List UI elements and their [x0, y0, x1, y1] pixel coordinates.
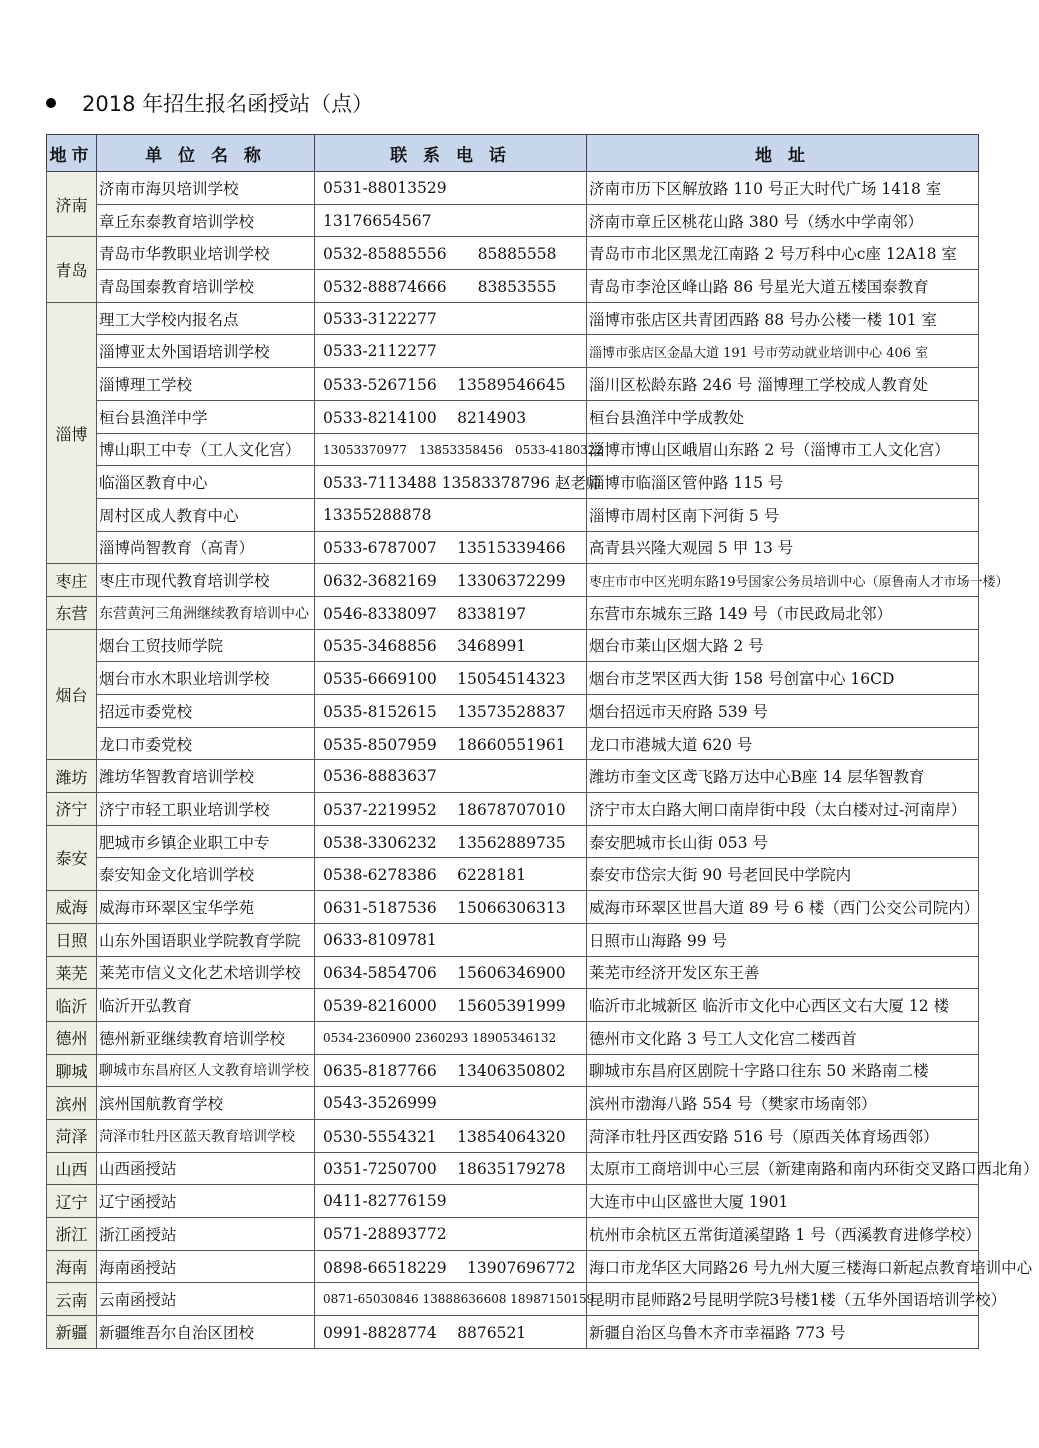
- city-cell: 新疆: [47, 1316, 97, 1349]
- unit-name-cell: 招远市委党校: [97, 695, 315, 728]
- unit-name-cell: 济南市海贝培训学校: [97, 172, 315, 205]
- unit-name-cell: 龙口市委党校: [97, 727, 315, 760]
- table-row: [47, 1218, 979, 1251]
- phone-cell: 0633-8109781: [315, 923, 587, 956]
- table-body: [47, 172, 1039, 1349]
- table-row: [47, 335, 979, 368]
- address-cell: 太原市工商培训中心三层（新建南路和南内环街交叉路口西北角）: [587, 1152, 979, 1185]
- unit-name-cell: 枣庄市现代教育培训学校: [97, 564, 315, 597]
- phone-cell: 0532-85885556 85885558: [315, 237, 587, 270]
- unit-name-cell: 威海市环翠区宝华学苑: [97, 891, 315, 924]
- table-row: [47, 793, 979, 826]
- city-cell: 威海: [47, 891, 97, 924]
- table-row: [47, 629, 979, 662]
- phone-cell: 0531-88013529: [315, 172, 587, 205]
- phone-cell: 0533-6787007 13515339466: [315, 531, 587, 564]
- header-city: 地市: [47, 135, 97, 172]
- unit-name-cell: 新疆维吾尔自治区团校: [97, 1316, 315, 1349]
- address-cell: 泰安市岱宗大街 90 号老回民中学院内: [587, 858, 979, 891]
- city-cell: 山西: [47, 1152, 97, 1185]
- bullet-icon: [46, 98, 56, 108]
- city-cell: 淄博: [47, 302, 97, 564]
- table-row: [47, 891, 979, 924]
- table-row: [47, 237, 979, 270]
- unit-name-cell: 周村区成人教育中心: [97, 498, 315, 531]
- table-row: [47, 368, 979, 401]
- phone-cell: 0543-3526999: [315, 1087, 587, 1120]
- table-row: [47, 596, 979, 629]
- table-row: [47, 531, 979, 564]
- phone-cell: 0532-88874666 83853555: [315, 270, 587, 303]
- unit-name-cell: 辽宁函授站: [97, 1185, 315, 1218]
- address-cell: 泰安肥城市长山街 053 号: [587, 825, 979, 858]
- phone-cell: 0351-7250700 18635179278: [315, 1152, 587, 1185]
- table-row: [47, 1021, 979, 1054]
- unit-name-cell: 烟台市水木职业培训学校: [97, 662, 315, 695]
- table-row: [47, 564, 979, 597]
- address-cell: 淄川区松龄东路 246 号 淄博理工学校成人教育处: [587, 368, 979, 401]
- phone-cell: 13176654567: [315, 204, 587, 237]
- address-cell: 青岛市李沧区峰山路 86 号星光大道五楼国泰教育: [587, 270, 979, 303]
- unit-name-cell: 泰安知金文化培训学校: [97, 858, 315, 891]
- address-cell: 淄博市张店区金晶大道 191 号市劳动就业培训中心 406 室: [587, 335, 979, 368]
- unit-name-cell: 德州新亚继续教育培训学校: [97, 1021, 315, 1054]
- unit-name-cell: 青岛市华教职业培训学校: [97, 237, 315, 270]
- table-row: [47, 956, 979, 989]
- unit-name-cell: 菏泽市牡丹区蓝天教育培训学校: [97, 1119, 315, 1152]
- unit-name-cell: 临淄区教育中心: [97, 466, 315, 499]
- phone-cell: 0533-8214100 8214903: [315, 400, 587, 433]
- address-cell: 烟台市芝罘区西大街 158 号创富中心 16CD: [587, 662, 979, 695]
- city-cell: 青岛: [47, 237, 97, 302]
- city-cell: 云南: [47, 1283, 97, 1316]
- section-heading: [44, 88, 373, 118]
- city-cell: 海南: [47, 1250, 97, 1283]
- unit-name-cell: 临沂开弘教育: [97, 989, 315, 1022]
- table-row: [47, 204, 979, 237]
- city-cell: 烟台: [47, 629, 97, 760]
- table-row: [47, 1250, 979, 1283]
- phone-cell: 0533-7113488 13583378796 赵老师: [315, 466, 587, 499]
- unit-name-cell: 滨州国航教育学校: [97, 1087, 315, 1120]
- phone-cell: 0533-3122277: [315, 302, 587, 335]
- table-row: [47, 498, 979, 531]
- phone-cell: 0634-5854706 15606346900: [315, 956, 587, 989]
- phone-cell: 0530-5554321 13854064320: [315, 1119, 587, 1152]
- unit-name-cell: 桓台县渔洋中学: [97, 400, 315, 433]
- unit-name-cell: 济宁市轻工职业培训学校: [97, 793, 315, 826]
- unit-name-cell: 青岛国泰教育培训学校: [97, 270, 315, 303]
- address-cell: 桓台县渔洋中学成教处: [587, 400, 979, 433]
- unit-name-cell: 莱芜市信义文化艺术培训学校: [97, 956, 315, 989]
- unit-name-cell: 云南函授站: [97, 1283, 315, 1316]
- unit-name-cell: 淄博尚智教育（高青）: [97, 531, 315, 564]
- table-row: [47, 466, 979, 499]
- table-row: [47, 1283, 979, 1316]
- address-cell: 青岛市市北区黑龙江南路 2 号万科中心c座 12A18 室: [587, 237, 979, 270]
- unit-name-cell: 理工大学校内报名点: [97, 302, 315, 335]
- table-row: [47, 825, 979, 858]
- address-cell: 枣庄市市中区光明东路19号国家公务员培训中心（原鲁南人才市场一楼）: [587, 564, 979, 597]
- unit-name-cell: 山东外国语职业学院教育学院: [97, 923, 315, 956]
- table-row: [47, 727, 979, 760]
- unit-name-cell: 东营黄河三角洲继续教育培训中心: [97, 596, 315, 629]
- city-cell: 菏泽: [47, 1119, 97, 1152]
- city-cell: 浙江: [47, 1218, 97, 1251]
- phone-cell: 0533-5267156 13589546645: [315, 368, 587, 401]
- table-row: [47, 760, 979, 793]
- unit-name-cell: 淄博亚太外国语培训学校: [97, 335, 315, 368]
- address-cell: 日照市山海路 99 号: [587, 923, 979, 956]
- address-cell: 德州市文化路 3 号工人文化宫二楼西首: [587, 1021, 979, 1054]
- phone-cell: 0411-82776159: [315, 1185, 587, 1218]
- unit-name-cell: 浙江函授站: [97, 1218, 315, 1251]
- address-cell: 潍坊市奎文区鸢飞路万达中心B座 14 层华智教育: [587, 760, 979, 793]
- heading-text: 2018 年招生报名函授站（点）: [82, 92, 374, 116]
- address-cell: 淄博市周村区南下河街 5 号: [587, 498, 979, 531]
- city-cell: 济南: [47, 172, 97, 237]
- phone-cell: 0538-6278386 6228181: [315, 858, 587, 891]
- address-cell: 济南市历下区解放路 110 号正大时代广场 1418 室: [587, 172, 979, 205]
- unit-name-cell: 潍坊华智教育培训学校: [97, 760, 315, 793]
- phone-cell: 0991-8828774 8876521: [315, 1316, 587, 1349]
- address-cell: 莱芜市经济开发区东王善: [587, 956, 979, 989]
- header-address: 地 址: [587, 135, 979, 172]
- phone-cell: 0535-8152615 13573528837: [315, 695, 587, 728]
- phone-cell: 0635-8187766 13406350802: [315, 1054, 587, 1087]
- city-cell: 莱芜: [47, 956, 97, 989]
- city-cell: 聊城: [47, 1054, 97, 1087]
- phone-cell: 0632-3682169 13306372299: [315, 564, 587, 597]
- phone-cell: 0871-65030846 13888636608 18987150159: [315, 1283, 587, 1316]
- city-cell: 日照: [47, 923, 97, 956]
- address-cell: 烟台招远市天府路 539 号: [587, 695, 979, 728]
- address-cell: 临沂市北城新区 临沂市文化中心西区文右大厦 12 楼: [587, 989, 979, 1022]
- phone-cell: 0631-5187536 15066306313: [315, 891, 587, 924]
- address-cell: 杭州市余杭区五常街道溪望路 1 号（西溪教育进修学校）: [587, 1218, 979, 1251]
- table-row: [47, 1119, 979, 1152]
- city-cell: 枣庄: [47, 564, 97, 597]
- city-cell: 临沂: [47, 989, 97, 1022]
- phone-cell: 0546-8338097 8338197: [315, 596, 587, 629]
- phone-cell: 13355288878: [315, 498, 587, 531]
- address-cell: 新疆自治区乌鲁木齐市幸福路 773 号: [587, 1316, 979, 1349]
- address-cell: 昆明市昆师路2号昆明学院3号楼1楼（五华外国语培训学校）: [587, 1283, 979, 1316]
- header-name: 单 位 名 称: [97, 135, 315, 172]
- address-cell: 淄博市张店区共青团西路 88 号办公楼一楼 101 室: [587, 302, 979, 335]
- unit-name-cell: 聊城市东昌府区人文教育培训学校: [97, 1054, 315, 1087]
- table-row: [47, 1152, 979, 1185]
- phone-cell: 0534-2360900 2360293 18905346132: [315, 1021, 587, 1054]
- address-cell: 淄博市博山区峨眉山东路 2 号（淄博市工人文化宫）: [587, 433, 979, 466]
- address-cell: 海口市龙华区大同路26 号九州大厦三楼海口新起点教育培训中心: [587, 1250, 979, 1283]
- table-row: [47, 433, 979, 466]
- phone-cell: 0535-3468856 3468991: [315, 629, 587, 662]
- phone-cell: 0539-8216000 15605391999: [315, 989, 587, 1022]
- city-cell: 滨州: [47, 1087, 97, 1120]
- table-row: [47, 400, 979, 433]
- unit-name-cell: 淄博理工学校: [97, 368, 315, 401]
- city-cell: 东营: [47, 596, 97, 629]
- address-cell: 东营市东城东三路 149 号（市民政局北邻）: [587, 596, 979, 629]
- phone-cell: 0533-2112277: [315, 335, 587, 368]
- address-cell: 济宁市太白路大闸口南岸街中段（太白楼对过-河南岸）: [587, 793, 979, 826]
- city-cell: 泰安: [47, 825, 97, 890]
- phone-cell: 13053370977 13853358456 0533-4180322: [315, 433, 587, 466]
- unit-name-cell: 肥城市乡镇企业职工中专: [97, 825, 315, 858]
- unit-name-cell: 博山职工中专（工人文化宫）: [97, 433, 315, 466]
- address-cell: 淄博市临淄区管仲路 115 号: [587, 466, 979, 499]
- phone-cell: 0571-28893772: [315, 1218, 587, 1251]
- city-cell: 辽宁: [47, 1185, 97, 1218]
- table-row: [47, 858, 979, 891]
- unit-name-cell: 山西函授站: [97, 1152, 315, 1185]
- address-cell: 滨州市渤海八路 554 号（樊家市场南邻）: [587, 1087, 979, 1120]
- table-row: [47, 1185, 979, 1218]
- address-cell: 高青县兴隆大观园 5 甲 13 号: [587, 531, 979, 564]
- unit-name-cell: 烟台工贸技师学院: [97, 629, 315, 662]
- unit-name-cell: 章丘东泰教育培训学校: [97, 204, 315, 237]
- phone-cell: 0538-3306232 13562889735: [315, 825, 587, 858]
- address-cell: 济南市章丘区桃花山路 380 号（绣水中学南邻）: [587, 204, 979, 237]
- city-cell: 济宁: [47, 793, 97, 826]
- address-cell: 龙口市港城大道 620 号: [587, 727, 979, 760]
- city-cell: 潍坊: [47, 760, 97, 793]
- phone-cell: 0535-6669100 15054514323: [315, 662, 587, 695]
- phone-cell: 0536-8883637: [315, 760, 587, 793]
- table-row: [47, 1054, 979, 1087]
- unit-name-cell: 海南函授站: [97, 1250, 315, 1283]
- header-phone: 联 系 电 话: [315, 135, 587, 172]
- city-cell: 德州: [47, 1021, 97, 1054]
- table-row: [47, 302, 979, 335]
- table-row: [47, 1087, 979, 1120]
- table-header-row: [47, 135, 979, 172]
- phone-cell: 0535-8507959 18660551961: [315, 727, 587, 760]
- table-row: [47, 662, 979, 695]
- address-cell: 聊城市东昌府区剧院十字路口往东 50 米路南二楼: [587, 1054, 979, 1087]
- table-row: [47, 923, 979, 956]
- phone-cell: 0537-2219952 18678707010: [315, 793, 587, 826]
- address-cell: 菏泽市牡丹区西安路 516 号（原西关体育场西邻）: [587, 1119, 979, 1152]
- table-row: [47, 172, 979, 205]
- address-cell: 烟台市莱山区烟大路 2 号: [587, 629, 979, 662]
- address-cell: 大连市中山区盛世大厦 1901: [587, 1185, 979, 1218]
- table-row: [47, 695, 979, 728]
- address-cell: 威海市环翠区世昌大道 89 号 6 楼（西门公交公司院内）: [587, 891, 979, 924]
- table-row: [47, 270, 979, 303]
- phone-cell: 0898-66518229 13907696772: [315, 1250, 587, 1283]
- table-row: [47, 989, 979, 1022]
- stations-table: [46, 134, 1039, 1349]
- table-row: [47, 1316, 979, 1349]
